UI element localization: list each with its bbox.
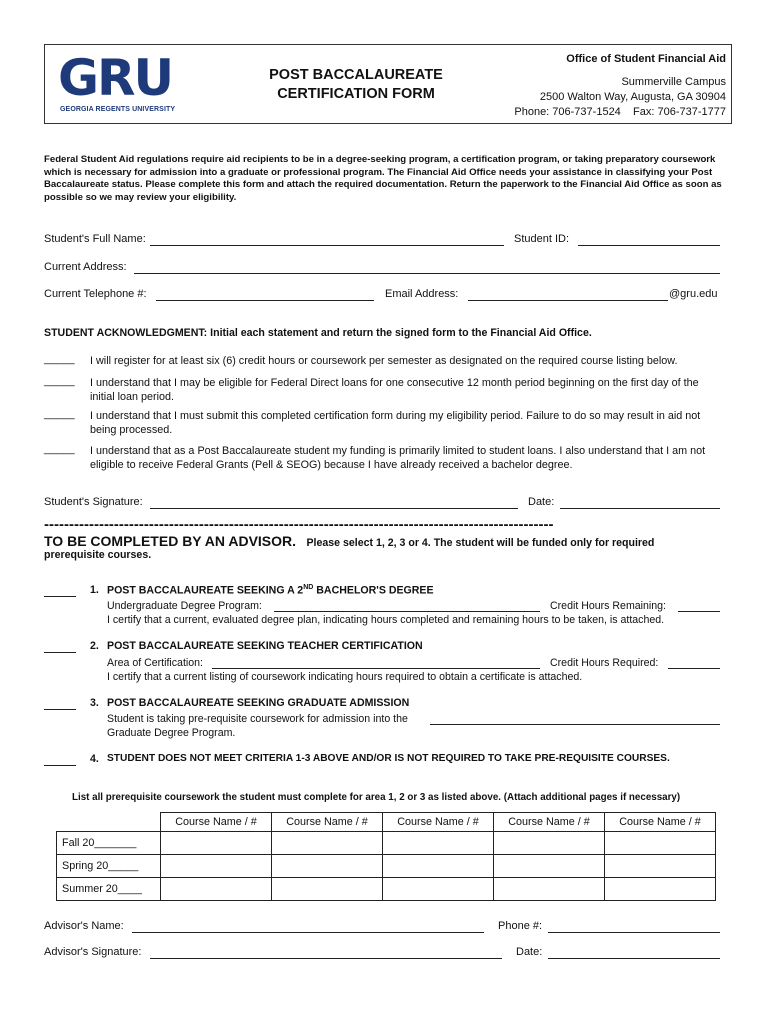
course-cell[interactable]: [272, 878, 383, 901]
row-label-summer: Summer 20____: [57, 878, 161, 901]
graduate-program-field[interactable]: [430, 724, 720, 725]
form-title-line1: POST BACCALAUREATE: [269, 67, 443, 83]
advisor-signature-label: Advisor's Signature:: [44, 946, 142, 958]
office-phone: Phone: 706-737-1524: [514, 106, 621, 118]
table-row: [57, 878, 716, 901]
credit-hours-remaining-field[interactable]: [678, 611, 720, 612]
prereq-admission-label: Student is taking pre-requisite coursework for admission into the: [107, 713, 408, 725]
option-4-checkbox[interactable]: [44, 765, 76, 766]
office-info: [476, 52, 726, 120]
intro-paragraph: Federal Student Aid regulations require aid recipients to be in a degree-seeking program, a certification program, or taking preparatory coursework which is necessary for admission into a graduate or professional program. The Financial Aid Office needs your assistance in classifying your Post Baccalaureate status. Please complete this form and attach the required documentation. Return the paperwork to the Financial Aid Office as soon as possible so we may review your eligibility.: [44, 154, 722, 203]
option-1-title: POST BACCALAUREATE SEEKING A 2ND BACHELOR'S DEGREE: [107, 584, 434, 597]
course-cell[interactable]: [494, 832, 605, 855]
current-telephone-field[interactable]: [156, 300, 374, 301]
option-2-title: POST BACCALAUREATE SEEKING TEACHER CERTIFICATION: [107, 640, 423, 652]
course-cell[interactable]: [605, 878, 716, 901]
course-col-4: Course Name / #: [494, 813, 605, 832]
option-3-number: 3.: [90, 697, 99, 709]
course-col-2: Course Name / #: [272, 813, 383, 832]
option-1-note: I certify that a current, evaluated degree plan, indicating hours completed and remaining hours to be taken, is attached.: [107, 614, 665, 626]
option-4-title: STUDENT DOES NOT MEET CRITERIA 1-3 ABOVE AND/OR IS NOT REQUIRED TO TAKE PRE-REQUISITE COURSES.: [107, 753, 670, 764]
option-3-note: Graduate Degree Program.: [107, 727, 236, 739]
acknowledgment-heading: STUDENT ACKNOWLEDGMENT: Initial each statement and return the signed form to the Financial Aid Office.: [44, 327, 592, 339]
row-label-fall: Fall 20_______: [57, 832, 161, 855]
option-2-note: I certify that a current listing of coursework indicating hours required to obtain a certificate is attached.: [107, 671, 583, 683]
course-cell[interactable]: [605, 855, 716, 878]
table-row: [57, 855, 716, 878]
current-telephone-label: Current Telephone #:: [44, 288, 147, 300]
student-date-field[interactable]: [560, 508, 720, 509]
advisor-instruction-cont: prerequisite courses.: [44, 549, 152, 561]
advisor-name-label: Advisor's Name:: [44, 920, 124, 932]
student-signature-label: Student's Signature:: [44, 496, 143, 508]
email-domain: @gru.edu: [669, 288, 718, 300]
course-cell[interactable]: [272, 832, 383, 855]
course-table-corner: [57, 813, 161, 832]
option-3-checkbox[interactable]: [44, 709, 76, 710]
credit-hours-required-label: Credit Hours Required:: [550, 657, 659, 669]
course-cell[interactable]: [161, 878, 272, 901]
office-campus: Summerville Campus: [621, 76, 726, 88]
ack-initial-2[interactable]: _____: [44, 375, 75, 387]
ack-statement-3: I understand that I must submit this completed certification form during my eligibility period. Failure to do so may result in aid not being processed.: [90, 410, 701, 436]
advisor-date-label: Date:: [516, 946, 543, 958]
area-of-certification-field[interactable]: [212, 668, 540, 669]
current-address-label: Current Address:: [44, 261, 127, 273]
email-field[interactable]: [468, 300, 668, 301]
option-1-checkbox[interactable]: [44, 596, 76, 597]
form-title: [236, 66, 476, 104]
undergrad-program-label: Undergraduate Degree Program:: [107, 600, 262, 612]
ack-statement-4: I understand that as a Post Baccalaureate student my funding is primarily limited to student loans. I also understand that I am not eligible to receive Federal Grants (Pell & SEOG) because I have already received a bachelor degree.: [90, 445, 706, 471]
option-2-number: 2.: [90, 640, 99, 652]
advisor-heading: TO BE COMPLETED BY AN ADVISOR.: [44, 533, 297, 549]
advisor-phone-field[interactable]: [548, 932, 720, 933]
office-phone-fax: [476, 105, 726, 120]
course-cell[interactable]: [161, 855, 272, 878]
course-cell[interactable]: [161, 832, 272, 855]
logo-subtext: GEORGIA REGENTS UNIVERSITY: [60, 106, 176, 113]
course-cell[interactable]: [383, 832, 494, 855]
advisor-signature-field[interactable]: [150, 958, 502, 959]
office-address: 2500 Walton Way, Augusta, GA 30904: [539, 91, 726, 103]
option-3-title: POST BACCALAUREATE SEEKING GRADUATE ADMISSION: [107, 697, 410, 709]
area-of-certification-label: Area of Certification:: [107, 657, 203, 669]
option-2-checkbox[interactable]: [44, 652, 76, 653]
advisor-instruction: Please select 1, 2, 3 or 4. The student will be funded only for required: [306, 537, 655, 549]
student-name-field[interactable]: [150, 245, 504, 246]
ack-statement-1: I will register for at least six (6) credit hours or coursework per semester as designated on the required course listing below.: [90, 355, 678, 367]
table-row: [57, 832, 716, 855]
student-signature-field[interactable]: [150, 508, 518, 509]
course-cell[interactable]: [383, 878, 494, 901]
credit-hours-remaining-label: Credit Hours Remaining:: [550, 600, 666, 612]
course-col-5: Course Name / #: [605, 813, 716, 832]
advisor-phone-label: Phone #:: [498, 920, 543, 932]
student-date-label: Date:: [528, 496, 555, 508]
course-cell[interactable]: [383, 855, 494, 878]
course-table-caption: List all prerequisite coursework the student must complete for area 1, 2 or 3 as listed above. (Attach additional pages if necessary): [72, 792, 681, 803]
ack-initial-3[interactable]: _____: [44, 408, 75, 420]
course-table-header: [57, 813, 716, 832]
current-address-field[interactable]: [134, 273, 720, 274]
form-title-line2: CERTIFICATION FORM: [277, 86, 435, 102]
student-id-field[interactable]: [578, 245, 720, 246]
office-fax: Fax: 706-737-1777: [633, 106, 726, 118]
logo-text: GRU: [58, 49, 173, 107]
student-id-label: Student ID:: [514, 233, 570, 245]
email-label: Email Address:: [385, 288, 459, 300]
dashed-divider: ------------------------------------------------------------------------------------------------------: [44, 518, 554, 532]
course-cell[interactable]: [272, 855, 383, 878]
course-cell[interactable]: [494, 878, 605, 901]
advisor-date-field[interactable]: [548, 958, 720, 959]
undergrad-program-field[interactable]: [274, 611, 540, 612]
ack-initial-1[interactable]: _____: [44, 353, 75, 365]
office-title: Office of Student Financial Aid: [566, 53, 726, 65]
course-col-3: Course Name / #: [383, 813, 494, 832]
gru-logo: [58, 49, 178, 118]
ack-statement-2: I understand that I may be eligible for Federal Direct loans for one consecutive 12 month period beginning on the first day of the initial loan period.: [90, 377, 699, 403]
option-4-number: 4.: [90, 753, 99, 765]
advisor-name-field[interactable]: [132, 932, 484, 933]
student-name-label: Student's Full Name:: [44, 233, 146, 245]
option-1-number: 1.: [90, 584, 99, 596]
row-label-spring: Spring 20_____: [57, 855, 161, 878]
course-cell[interactable]: [494, 855, 605, 878]
course-col-1: Course Name / #: [161, 813, 272, 832]
course-cell[interactable]: [605, 832, 716, 855]
credit-hours-required-field[interactable]: [668, 668, 720, 669]
ack-initial-4[interactable]: _____: [44, 443, 75, 455]
course-table: [56, 812, 716, 901]
